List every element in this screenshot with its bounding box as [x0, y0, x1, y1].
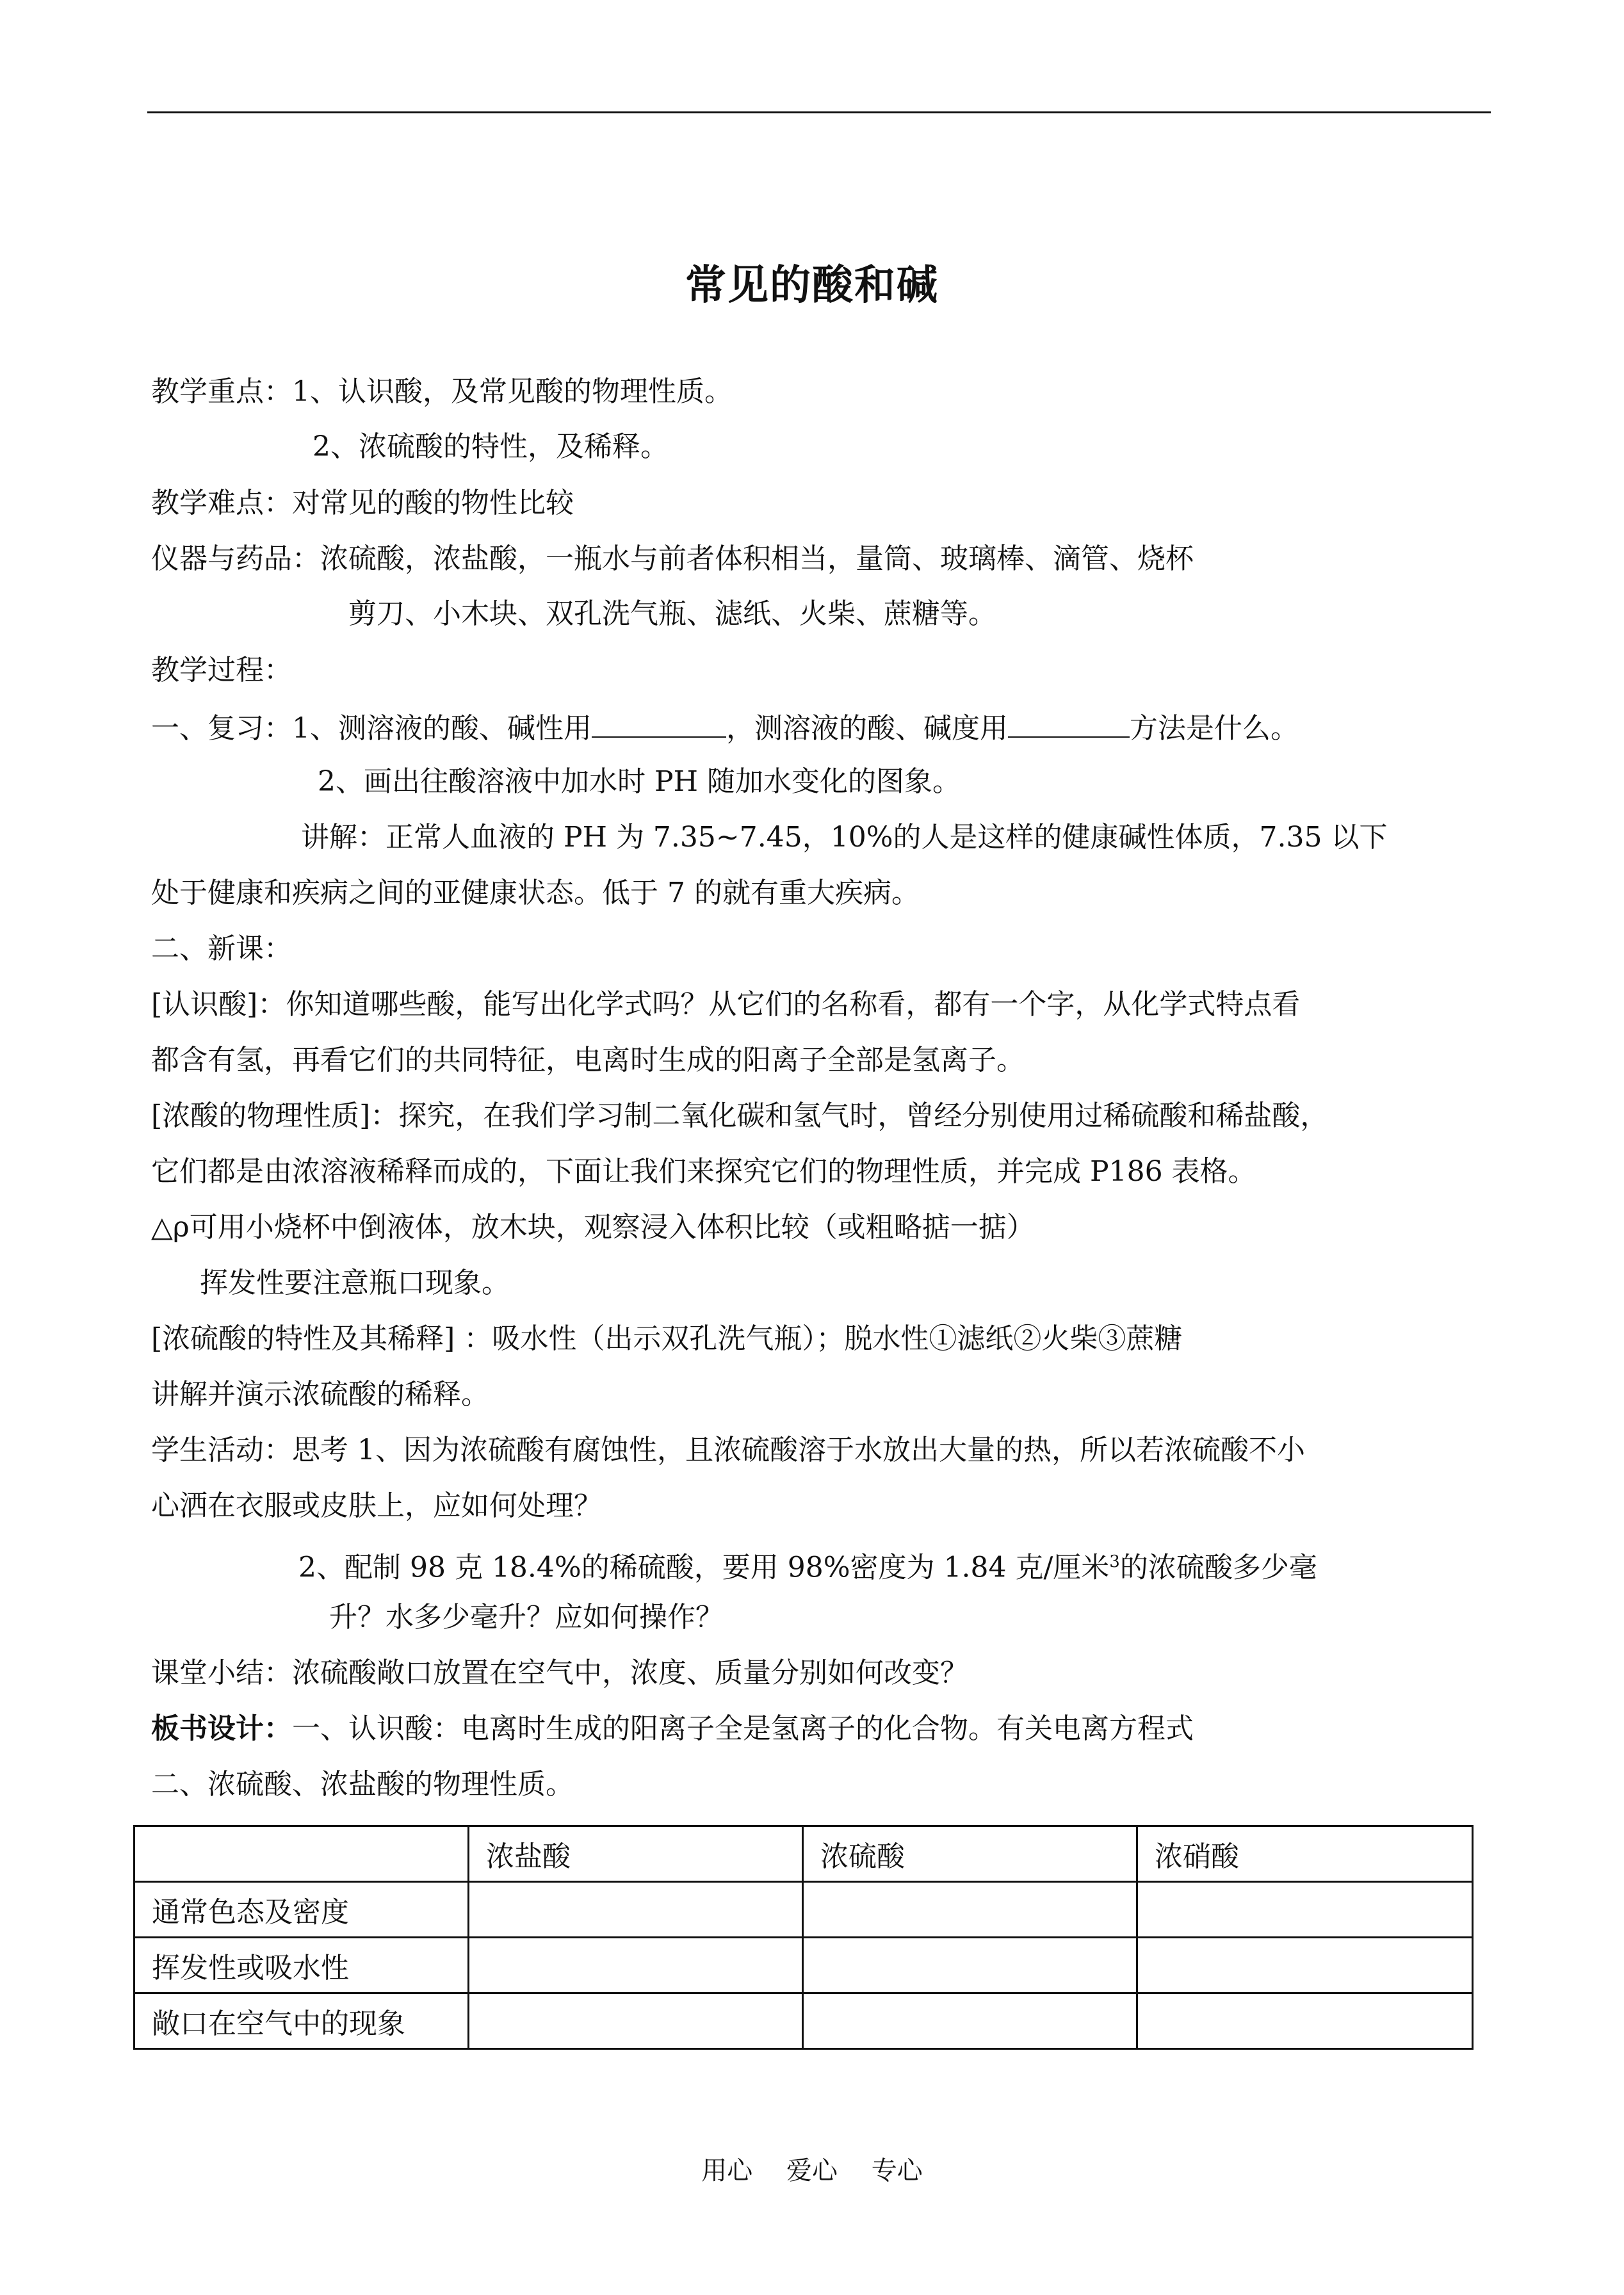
- know-acid-line-1: [认识酸]：你知道哪些酸，能写出化学式吗？从它们的名称看，都有一个字，从化学式特点看: [151, 988, 1301, 1021]
- table-cell[interactable]: [803, 1993, 1137, 2049]
- header-rule: [147, 111, 1491, 113]
- table-row: [134, 1938, 1473, 1993]
- fill-blank[interactable]: [592, 707, 726, 738]
- class-summary: 课堂小结：浓硫酸敞口放置在空气中，浓度、质量分别如何改变？: [151, 1657, 968, 1689]
- table-cell[interactable]: [1137, 1993, 1473, 2049]
- table-cell[interactable]: [803, 1938, 1137, 1993]
- table-row: [134, 1993, 1473, 2049]
- explain-line-2: 处于健康和疾病之间的亚健康状态。低于 7 的就有重大疾病。: [151, 877, 920, 909]
- student-activity-line-4: 升？水多少毫升？应如何操作？: [329, 1601, 724, 1634]
- teaching-process-heading: 教学过程：: [151, 654, 292, 686]
- table-cell[interactable]: [1137, 1882, 1473, 1938]
- materials-line-1: 仪器与药品：浓硫酸，浓盐酸，一瓶水与前者体积相当，量筒、玻璃棒、滴管、烧杯: [151, 542, 1194, 575]
- activity-3-part-b: 的浓硫酸多少毫: [1119, 1551, 1317, 1584]
- materials-line-2: 剪刀、小木块、双孔洗气瓶、滤纸、火柴、蔗糖等。: [348, 597, 996, 630]
- table-cell[interactable]: [469, 1938, 803, 1993]
- page-title: 常见的酸和碱: [685, 262, 939, 309]
- table-header-cell: [134, 1826, 469, 1882]
- superscript-3: 3: [1109, 1552, 1120, 1571]
- teaching-focus-label: 教学重点：: [151, 375, 292, 408]
- table-row: [134, 1882, 1473, 1938]
- table-cell[interactable]: [1137, 1938, 1473, 1993]
- table-header-cell: 浓硫酸: [803, 1826, 1137, 1882]
- explain-line-1: 讲解：正常人血液的 PH 为 7.35~7.45，10%的人是这样的健康碱性体质，7.35 以下: [301, 821, 1388, 854]
- volatility-note: 挥发性要注意瓶口现象。: [200, 1267, 510, 1299]
- physical-properties-table: [133, 1825, 1474, 2050]
- table-header-cell: 浓硝酸: [1137, 1826, 1473, 1882]
- table-cell[interactable]: [469, 1993, 803, 2049]
- review-1-part-a: 一、复习：1、测溶液的酸、碱性用: [151, 712, 592, 745]
- board-design-label: 板书设计：: [151, 1712, 292, 1745]
- teaching-difficulty: 教学难点：对常见的酸的物性比较: [151, 487, 574, 519]
- table-row-label: 挥发性或吸水性: [134, 1938, 469, 1993]
- know-acid-line-2: 都含有氢，再看它们的共同特征，电离时生成的阳离子全部是氢离子。: [151, 1044, 1025, 1076]
- table-header-row: [134, 1826, 1473, 1882]
- student-activity-line-3: [298, 1543, 1317, 1587]
- review-1-part-c: 方法是什么。: [1130, 712, 1299, 745]
- teaching-focus-line-1: [151, 373, 733, 411]
- sulfuric-property-line: [浓硫酸的特性及其稀释] ：吸水性（出示双孔洗气瓶）；脱水性①滤纸②火柴③蔗糖: [151, 1322, 1183, 1355]
- board-design-item-1: 一、认识酸：电离时生成的阳离子全是氢离子的化合物。有关电离方程式: [292, 1712, 1194, 1745]
- table-row-label: 通常色态及密度: [134, 1882, 469, 1938]
- board-design-line-2: 二、浓硫酸、浓盐酸的物理性质。: [151, 1768, 574, 1801]
- review-line-2: 2、画出往酸溶液中加水时 PH 随加水变化的图象。: [318, 765, 961, 798]
- page-footer: 用心 爱心 专心: [701, 2156, 923, 2186]
- activity-3-part-a: 2、配制 98 克 18.4%的稀硫酸，要用 98%密度为 1.84 克/厘米: [298, 1551, 1110, 1584]
- review-1-part-b: ，测溶液的酸、碱度用: [726, 712, 1008, 745]
- physical-property-line-1: [浓酸的物理性质]：探究，在我们学习制二氧化碳和氢气时，曾经分别使用过稀硫酸和稀盐酸，: [151, 1099, 1329, 1132]
- fill-blank[interactable]: [1008, 707, 1130, 738]
- new-lesson-heading: 二、新课：: [151, 932, 292, 965]
- table-row-label: 敞口在空气中的现象: [134, 1993, 469, 2049]
- physical-property-line-2: 它们都是由浓溶液稀释而成的，下面让我们来探究它们的物理性质，并完成 P186 表格。: [151, 1155, 1256, 1188]
- student-activity-line-1: 学生活动：思考 1、因为浓硫酸有腐蚀性，且浓硫酸溶于水放出大量的热，所以若浓硫酸不小: [151, 1434, 1305, 1466]
- student-activity-line-2: 心洒在衣服或皮肤上，应如何处理？: [151, 1489, 602, 1522]
- density-note: △ρ可用小烧杯中倒液体，放木块，观察浸入体积比较（或粗略掂一掂）: [151, 1211, 1035, 1244]
- teaching-focus-item-1: 1、认识酸，及常见酸的物理性质。: [292, 375, 733, 408]
- dilution-demo-line: 讲解并演示浓硫酸的稀释。: [151, 1378, 489, 1411]
- review-line-1: [151, 707, 1299, 748]
- table-cell[interactable]: [469, 1882, 803, 1938]
- teaching-focus-item-2: 2、浓硫酸的特性，及稀释。: [313, 430, 669, 463]
- table-header-cell: 浓盐酸: [469, 1826, 803, 1882]
- table-cell[interactable]: [803, 1882, 1137, 1938]
- board-design-line-1: [151, 1710, 1194, 1748]
